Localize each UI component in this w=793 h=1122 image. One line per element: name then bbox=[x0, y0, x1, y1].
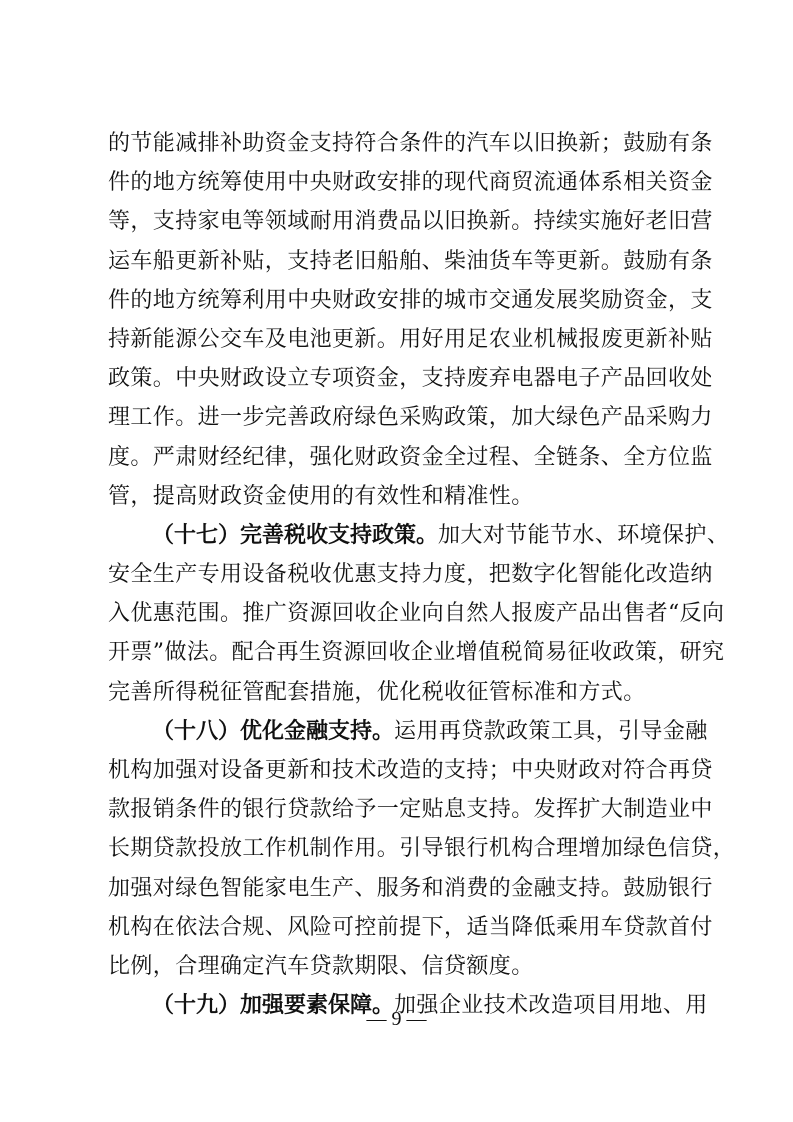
text-line: 持新能源公交车及电池更新。用好用足农业机械报废更新补贴 bbox=[108, 326, 713, 352]
text-line: 款报销条件的银行贷款给予一定贴息支持。发挥扩大制造业中 bbox=[108, 797, 713, 823]
text-line: 入优惠范围。推广资源回收企业向自然人报废产品出售者“反向 bbox=[108, 601, 725, 627]
text-line: 件的地方统筹利用中央财政安排的城市交通发展奖励资金，支 bbox=[108, 287, 713, 313]
text-line: 完善所得税征管配套措施，优化税收征管标准和方式。 bbox=[108, 679, 646, 705]
paragraph-first-line bbox=[108, 516, 730, 555]
document-body bbox=[108, 124, 736, 1025]
text-line: 比例，合理确定汽车贷款期限、信贷额度。 bbox=[108, 953, 534, 979]
section-heading-17: （十七）完善税收支持政策。 bbox=[152, 522, 439, 548]
section-heading-19: （十九）加强要素保障。 bbox=[152, 993, 395, 1019]
text-line: 的节能减排补助资金支持符合条件的汽车以旧换新；鼓励有条 bbox=[108, 131, 713, 156]
text-line: 长期贷款投放工作机制作用。引导银行机构合理增加绿色信贷， bbox=[108, 836, 736, 862]
text-line: 度。严肃财经纪律，强化财政资金全过程、全链条、全方位监 bbox=[108, 444, 713, 470]
paragraph-first-line bbox=[108, 712, 708, 751]
page-number: — 9 — bbox=[366, 1008, 427, 1030]
section-heading-18: （十八）优化金融支持。 bbox=[152, 718, 395, 744]
text-run: 加大对节能节水、环境保护、 bbox=[438, 522, 730, 548]
text-line: 机构加强对设备更新和技术改造的支持；中央财政对符合再贷 bbox=[108, 758, 713, 783]
text-line: 件的地方统筹使用中央财政安排的现代商贸流通体系相关资金 bbox=[108, 170, 713, 196]
text-line: 管，提高财政资金使用的有效性和精准性。 bbox=[108, 483, 534, 509]
text-line: 政策。中央财政设立专项资金，支持废弃电器电子产品回收处 bbox=[108, 366, 713, 392]
text-line: 开票”做法。配合再生资源回收企业增值税简易征收政策，研究 bbox=[108, 640, 725, 666]
text-run: 加强企业技术改造项目用地、用 bbox=[394, 993, 708, 1019]
text-line: 机构在依法合规、风险可控前提下，适当降低乘用车贷款首付 bbox=[108, 914, 713, 940]
text-line: 加强对绿色智能家电生产、服务和消费的金融支持。鼓励银行 bbox=[108, 875, 713, 901]
text-line: 安全生产专用设备税收优惠支持力度，把数字化智能化改造纳 bbox=[108, 562, 713, 588]
text-line: 等，支持家电等领域耐用消费品以旧换新。持续实施好老旧营 bbox=[108, 209, 713, 235]
text-line: 运车船更新补贴，支持老旧船舶、柴油货车等更新。鼓励有条 bbox=[108, 248, 713, 274]
text-line: 理工作。进一步完善政府绿色采购政策，加大绿色产品采购力 bbox=[108, 405, 713, 431]
text-run: 运用再贷款政策工具，引导金融 bbox=[394, 718, 708, 744]
